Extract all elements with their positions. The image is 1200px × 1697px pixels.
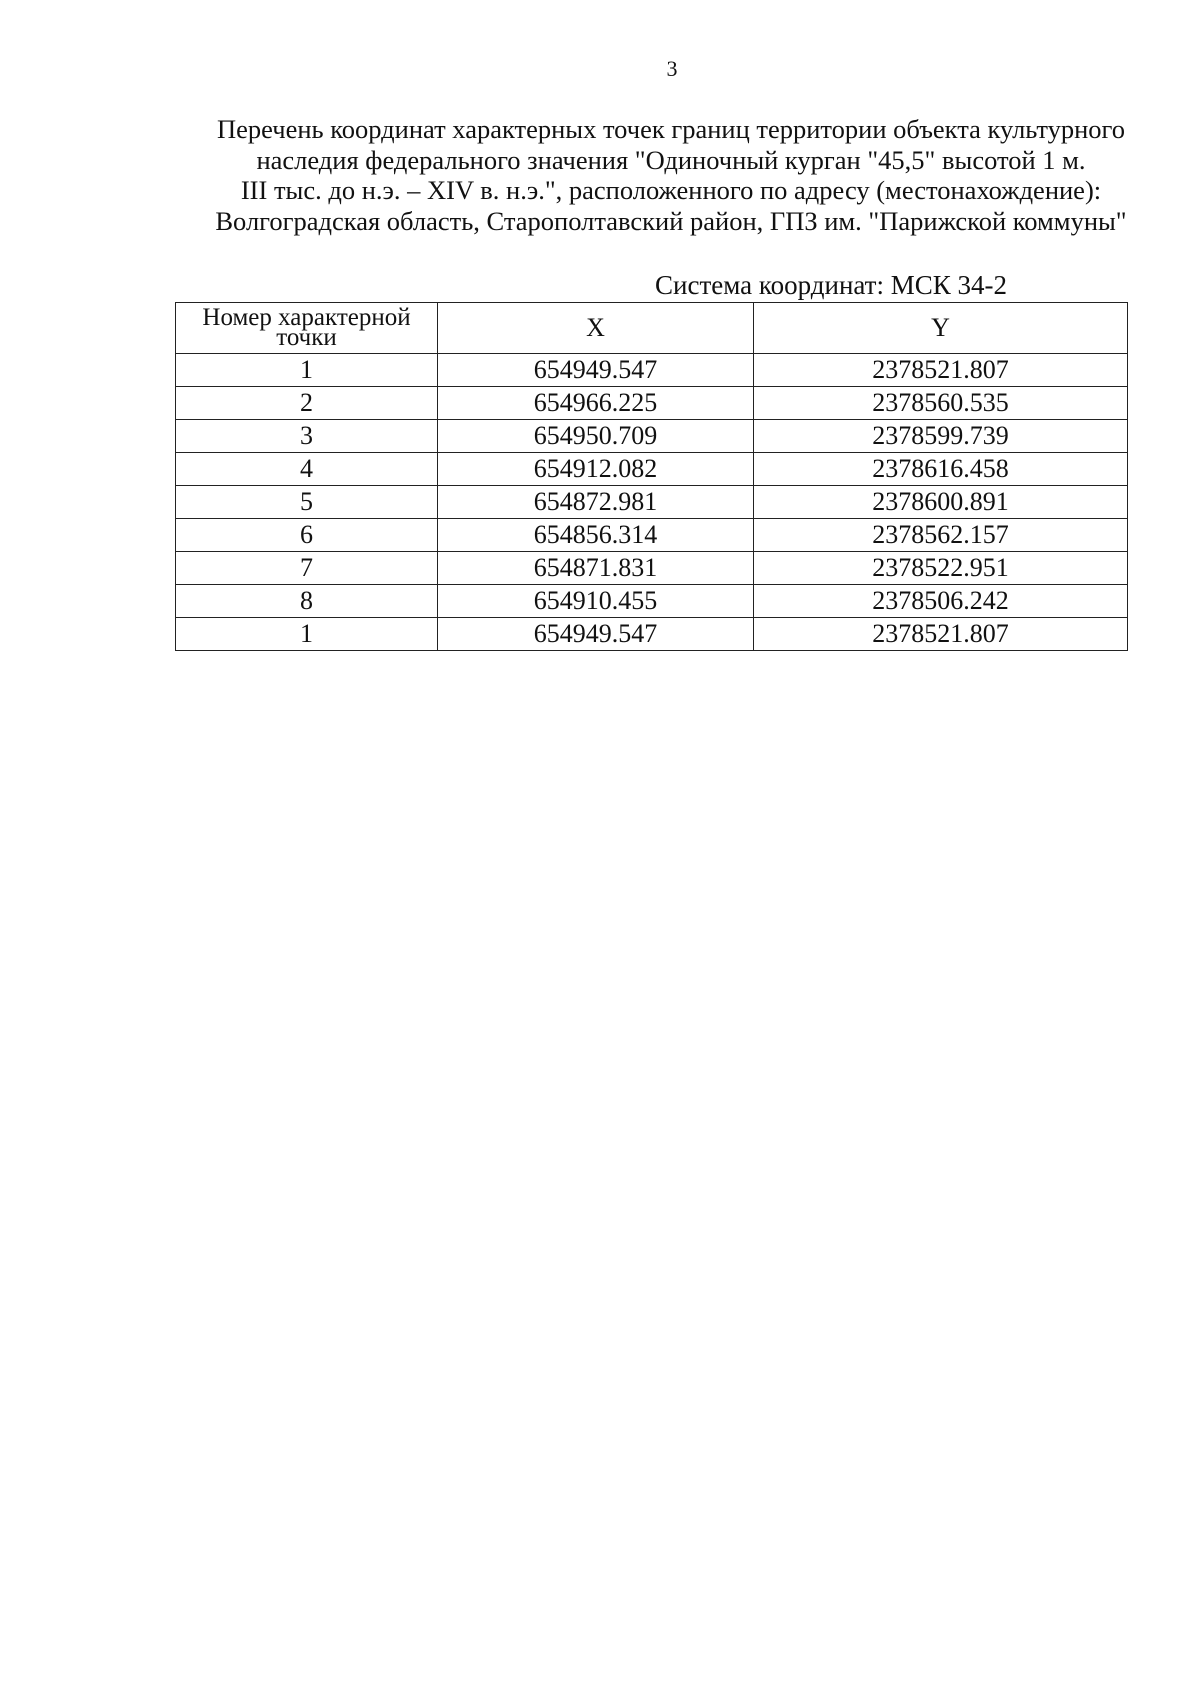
cell-point: 1: [176, 618, 438, 651]
table-row: [176, 618, 1128, 651]
cell-y: 2378522.951: [754, 552, 1128, 585]
header-x: X: [438, 303, 754, 354]
table-row: [176, 420, 1128, 453]
cell-y: 2378600.891: [754, 486, 1128, 519]
cell-point: 4: [176, 453, 438, 486]
cell-y: 2378506.242: [754, 585, 1128, 618]
table-row: [176, 585, 1128, 618]
document-title: [176, 114, 1166, 236]
table-row: [176, 354, 1128, 387]
title-line-4: Волгоградская область, Старополтавский район, ГПЗ им. "Парижской коммуны": [215, 205, 1127, 236]
cell-point: 3: [176, 420, 438, 453]
cell-x: 654912.082: [438, 453, 754, 486]
table-header-row: [176, 303, 1128, 354]
cell-point: 7: [176, 552, 438, 585]
cell-x: 654950.709: [438, 420, 754, 453]
cell-x: 654910.455: [438, 585, 754, 618]
header-point-number: [176, 303, 438, 354]
cell-x: 654966.225: [438, 387, 754, 420]
table-row: [176, 519, 1128, 552]
coordinates-table: [175, 302, 1128, 651]
cell-y: 2378599.739: [754, 420, 1128, 453]
cell-point: 1: [176, 354, 438, 387]
cell-y: 2378616.458: [754, 453, 1128, 486]
cell-x: 654856.314: [438, 519, 754, 552]
page-number: 3: [666, 56, 678, 81]
cell-point: 8: [176, 585, 438, 618]
cell-x: 654949.547: [438, 354, 754, 387]
header-point-number-line2: точки: [276, 324, 337, 351]
cell-y: 2378562.157: [754, 519, 1128, 552]
table-row: [176, 552, 1128, 585]
cell-x: 654872.981: [438, 486, 754, 519]
cell-point: 5: [176, 486, 438, 519]
cell-point: 6: [176, 519, 438, 552]
header-y: Y: [754, 303, 1128, 354]
table-row: [176, 486, 1128, 519]
cell-point: 2: [176, 387, 438, 420]
table-row: [176, 453, 1128, 486]
table-row: [176, 387, 1128, 420]
cell-y: 2378521.807: [754, 354, 1128, 387]
cell-y: 2378560.535: [754, 387, 1128, 420]
cell-x: 654949.547: [438, 618, 754, 651]
cell-y: 2378521.807: [754, 618, 1128, 651]
title-line-3: III тыс. до н.э. – XIV в. н.э.", расположенного по адресу (местонахождение):: [240, 175, 1102, 206]
title-line-1: Перечень координат характерных точек границ территории объекта культурного: [217, 114, 1125, 144]
title-line-2: наследия федерального значения "Одиночный курган "45,5" высотой 1 м.: [256, 144, 1086, 175]
coordinate-system-caption: Система координат: МСК 34-2: [655, 270, 1007, 300]
cell-x: 654871.831: [438, 552, 754, 585]
header-point-number-line1: Номер характерной: [202, 304, 411, 331]
